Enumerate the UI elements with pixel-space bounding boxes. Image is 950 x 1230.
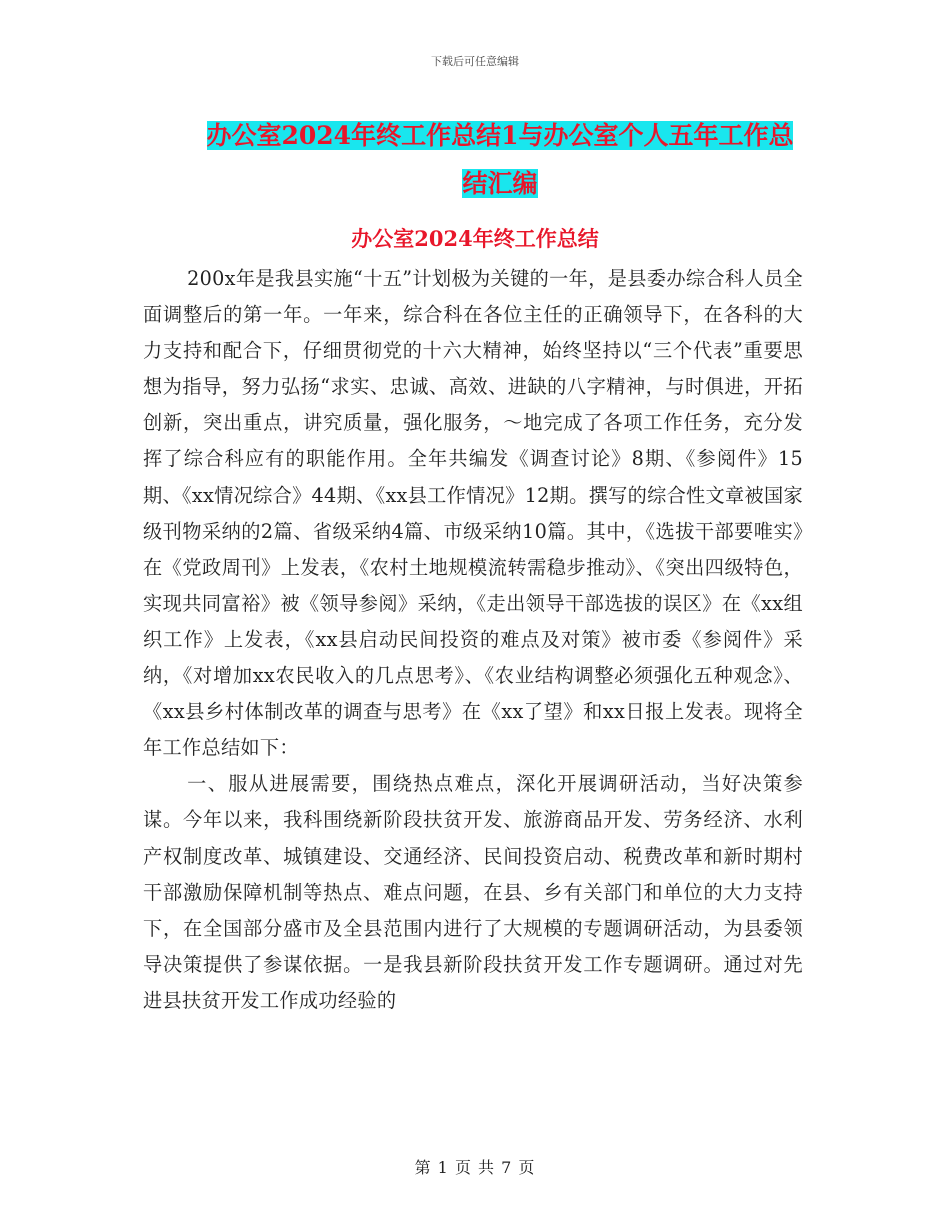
header-note: 下载后可任意编辑 (431, 55, 519, 68)
document-title-line1: 办公室2024年终工作总结1与办公室个人五年工作总 (206, 121, 794, 150)
page-number: 第 1 页 共 7 页 (414, 1158, 536, 1177)
document-title-line2: 结汇编 (462, 169, 538, 198)
paragraph: 一、服从进展需要，围绕热点难点，深化开展调研活动，当好决策参谋。今年以来，我科围绕新阶段扶贫开发、旅游商品开发、劳务经济、水利产权制度改革、城镇建设、交通经济、民间投资启动、税费改革和新时期村干部激励保障机制等热点、难点问题，在县、乡有关部门和单位的大力支持下，在全国部分盛市及全县范围内进行了大规模的专题调研活动，为县委领导决策提供了参谋依据。一是我县新阶段扶贫开发工作专题调研。通过对先进县扶贫开发工作成功经验的 (143, 772, 803, 1012)
section-title: 办公室2024年终工作总结 (351, 226, 599, 251)
body-text (143, 261, 803, 1019)
paragraph: 200x年是我县实施“十五”计划极为关键的一年，是县委办综合科人员全面调整后的第一年。一年来，综合科在各位主任的正确领导下，在各科的大力支持和配合下，仔细贯彻党的十六大精神，始终坚持以“三个代表”重要思想为指导，努力弘扬“求实、忠诚、高效、进缺的八字精神，与时俱进，开拓创新，突出重点，讲究质量，强化服务，～地完成了各项工作任务，充分发挥了综合科应有的职能作用。全年共编发《调查讨论》8期、《参阅件》15期、《xx情况综合》44期、《xx县工作情况》12期。撰写的综合性文章被国家级刊物采纳的2篇、省级采纳4篇、市级采纳10篇。其中，《选拔干部要唯实》在《党政周刊》上发表，《农村土地规模流转需稳步推动》、《突出四级特色，实现共同富裕》被《领导参阅》采纳，《走出领导干部选拔的误区》在《xx组织工作》上发表，《xx县启动民间投资的难点及对策》被市委《参阅件》采纳，《对增加xx农民收入的几点思考》、《农业结构调整必须强化五种观念》、《xx县乡村体制改革的调查与思考》在《xx了望》和xx日报上发表。现将全年工作总结如下： (143, 267, 803, 760)
document-title (150, 112, 850, 208)
